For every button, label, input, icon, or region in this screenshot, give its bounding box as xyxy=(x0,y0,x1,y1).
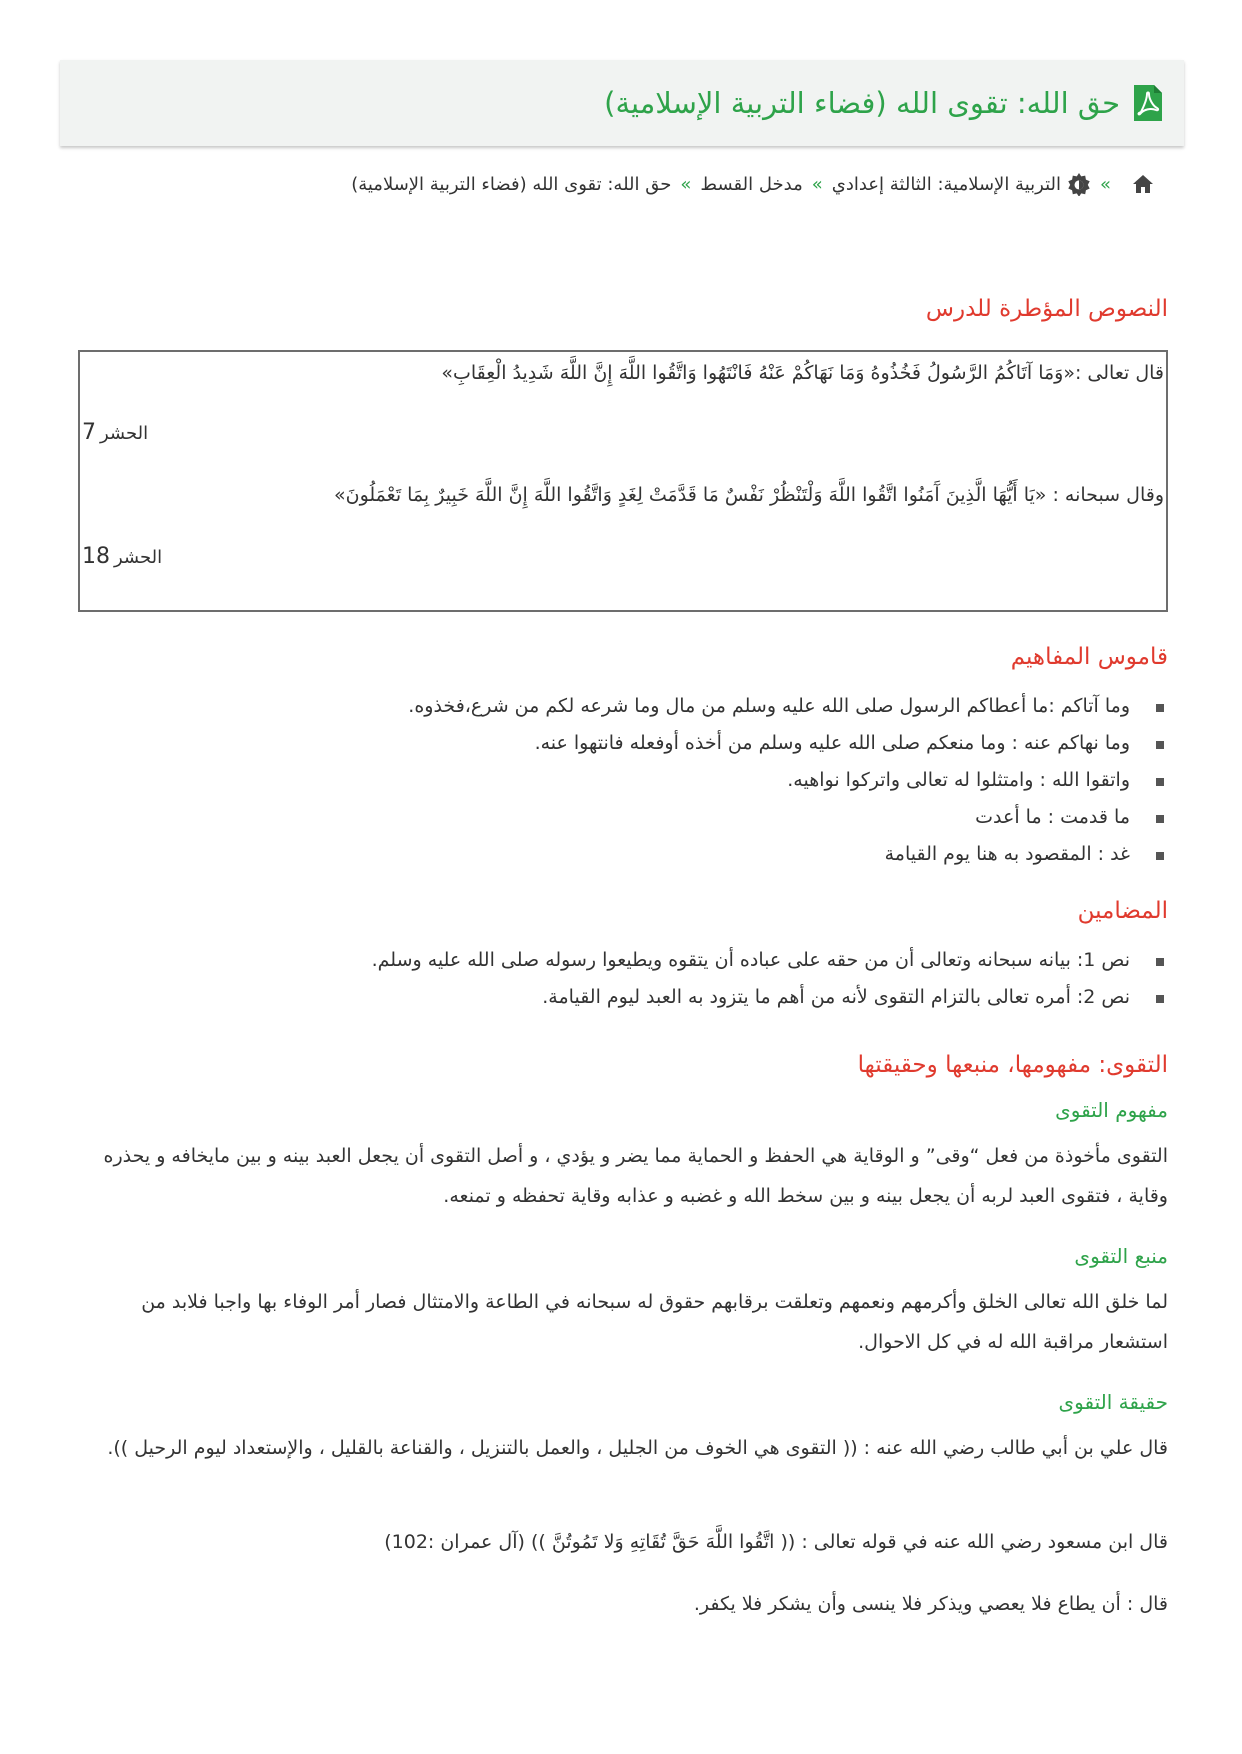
verse-number: 7 xyxy=(82,420,96,445)
source-paragraph: لما خلق الله تعالى الخلق وأكرمهم ونعمهم وتعلقت برقابهم حقوق له سبحانه في الطاعة والامتثال فصار أمر الوفاء بها واجبا فلابد من استشعار مراقبة الله له في كل الاحوال. xyxy=(141,1291,1168,1353)
section-heading-contents: المضامين xyxy=(1077,898,1168,924)
verse-2-reference xyxy=(82,544,162,569)
list-item: نص 2: أمره تعالى بالتزام التقوى لأنه من أهم ما يتزود به العبد ليوم القيامة. xyxy=(372,979,1168,1016)
title-bar xyxy=(60,60,1184,146)
contents-list xyxy=(372,942,1168,1016)
reality-paragraph-3: قال : أن يطاع فلا يعصي ويذكر فلا ينسى وأن يشكر فلا يكفر. xyxy=(693,1593,1168,1615)
section-heading-taqwa: التقوى: مفهومها، منبعها وحقيقتها xyxy=(857,1052,1168,1078)
breadcrumb-separator: » xyxy=(1099,173,1111,195)
list-item: وما آتاكم :ما أعطاكم الرسول صلى الله عليه وسلم من مال وما شرعه لكم من شرع،فخذوه. xyxy=(408,688,1168,725)
list-item: ما قدمت : ما أعدت xyxy=(408,799,1168,836)
list-item: نص 1: بيانه سبحانه وتعالى أن من حقه على عباده أن يتقوه ويطيعوا رسوله صلى الله عليه وسلم. xyxy=(372,942,1168,979)
glossary-list xyxy=(408,688,1168,873)
verse-number: 18 xyxy=(82,544,110,569)
home-icon[interactable] xyxy=(1132,174,1154,194)
verses-box xyxy=(78,350,1168,612)
concept-paragraph: التقوى مأخوذة من فعل “وقى” و الوقاية هي الحفظ و الحماية مما يضر و يؤدي ، و أصل التقوى أن يجعل العبد بينه و بين مايخافه و يحذره وقاية ، فتقوى العبد لربه أن يجعل بينه و بين سخط الله و غضبه و عذابه وقاية تحفظه و تمنعه. xyxy=(103,1145,1168,1207)
page xyxy=(60,60,1184,1615)
list-item: وما نهاكم عنه : وما منعكم صلى الله عليه وسلم من أخذه أوفعله فانتهوا عنه. xyxy=(408,725,1168,762)
sub-heading-concept: مفهوم التقوى xyxy=(1055,1098,1168,1122)
breadcrumb-separator: » xyxy=(811,173,823,195)
sub-heading-reality: حقيقة التقوى xyxy=(1058,1390,1168,1414)
reality-paragraph-1: قال علي بن أبي طالب رضي الله عنه : (( التقوى هي الخوف من الجليل ، والعمل بالتنزيل ، والقناعة بالقليل ، والإستعداد ليوم الرحيل )). xyxy=(107,1437,1168,1459)
surah-name: الحشر xyxy=(100,423,149,444)
sub-heading-source: منبع التقوى xyxy=(1074,1244,1168,1268)
reality-paragraph-2: قال ابن مسعود رضي الله عنه في قوله تعالى : (( اتَّقُوا اللَّهَ حَقَّ تُقَاتِهِ وَلا تَمُوتُنَّ )) (آل عمران :102) xyxy=(384,1531,1168,1553)
breadcrumb-item-unit[interactable]: مدخل القسط xyxy=(700,173,803,195)
section-heading-texts: النصوص المؤطرة للدرس xyxy=(925,296,1168,322)
verse-1-reference xyxy=(82,420,148,445)
pdf-icon[interactable] xyxy=(1134,85,1162,121)
gear-icon xyxy=(1067,172,1091,196)
list-item: غد : المقصود به هنا يوم القيامة xyxy=(408,836,1168,873)
breadcrumb-separator: » xyxy=(680,173,692,195)
list-item: واتقوا الله : وامتثلوا له تعالى واتركوا نواهيه. xyxy=(408,762,1168,799)
surah-name: الحشر xyxy=(114,547,163,568)
breadcrumb-item-current: حق الله: تقوى الله (فضاء التربية الإسلامية) xyxy=(351,173,672,195)
verse-1: قال تعالى :«وَمَا آتَاكُمُ الرَّسُولُ فَخُذُوهُ وَمَا نَهَاكُمْ عَنْهُ فَانْتَهُوا وَاتَّقُوا اللَّهَ إِنَّ اللَّهَ شَدِيدُ الْعِقَابِ» xyxy=(441,362,1164,384)
breadcrumb-item-subject[interactable]: التربية الإسلامية: الثالثة إعدادي xyxy=(831,173,1061,195)
section-heading-glossary: قاموس المفاهيم xyxy=(1010,644,1168,670)
verse-2: وقال سبحانه : «يَا أَيُّهَا الَّذِينَ آَمَنُوا اتَّقُوا اللَّهَ وَلْتَنْظُرْ نَفْسٌ مَا قَدَّمَتْ لِغَدٍ وَاتَّقُوا اللَّهَ إِنَّ اللَّهَ خَبِيرٌ بِمَا تَعْمَلُونَ» xyxy=(334,484,1164,506)
breadcrumb xyxy=(60,172,1184,196)
page-title: حق الله: تقوى الله (فضاء التربية الإسلامية) xyxy=(604,86,1120,120)
